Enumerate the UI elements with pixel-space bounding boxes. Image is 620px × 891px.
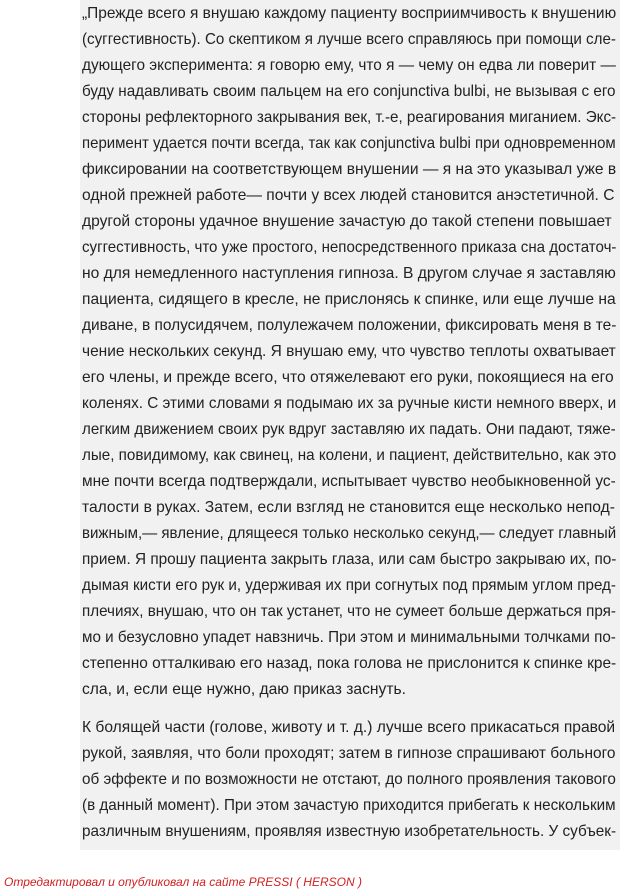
text-line: вижным,— явление, длящееся только несколько секунд,— следует главный (82, 525, 617, 542)
text-line: сла, и, если еще нужно, даю приказ заснуть. (82, 681, 406, 698)
text-line: но для немедленного наступления гипноза. В другом случае я заставляю (82, 265, 616, 282)
text-line: чение нескольких секунд. Я внушаю ему, что чувство теплоты охватывает (82, 343, 616, 360)
text-line: перимент удается почти всегда, так как conjunctiva bulbi при одновременном (82, 135, 616, 152)
text-line: „Прежде всего я внушаю каждому пациенту восприимчивость к внушению (82, 5, 617, 22)
text-line: коленях. С этими словами я подымаю их за ручные кисти немного вверх, и (82, 395, 617, 412)
text-line: мо и безусловно упадет навзничь. При этом и минимальными толчками по- (82, 629, 616, 646)
text-line: дымая кисти его рук и, удерживая их при согнутых под прямым углом пред- (82, 577, 616, 594)
text-line: стороны рефлекторного закрывания век, т.-е, реагирования миганием. Экс- (82, 109, 617, 126)
text-line: рукой, заявляя, что боли проходят; затем в гипнозе спрашивают больного (82, 745, 616, 762)
text-line: диване, в полусидячем, полулежачем положении, фиксировать меня в те- (82, 317, 617, 334)
footer-credit: Отредактировал и опубликовал на сайте PRESSI ( HERSON ) (4, 875, 362, 889)
text-line: одной прежней работе— почти у всех людей становится анэстетичной. С (82, 187, 615, 204)
text-line: степенно отталкиваю его назад, пока голова не прислонится к спинке кре- (82, 655, 617, 672)
text-line: К болящей части (голове, животу и т. д.) лучше всего прикасаться правой (82, 719, 616, 736)
text-line: мне почти всегда подтверждали, испытывает чувство необыкновенной ус- (82, 473, 616, 490)
text-line: легким движением своих рук вдруг заставляю их падать. Они падают, тяже- (82, 421, 616, 438)
text-line: лые, повидимому, как свинец, на колени, и пациент, действительно, как это (82, 447, 617, 464)
text-line: (суггестивность). Со скептиком я лучше всего справляюсь при помощи сле- (82, 31, 616, 48)
text-line: другой стороны удачное внушение зачастую до такой степени повышает (82, 213, 612, 230)
text-line: талости в руках. Затем, если взгляд не становится еще несколько непод- (82, 499, 615, 516)
text-line: суггестивность, что уже простого, непосредственного приказа сна достаточ- (82, 239, 617, 256)
text-line: прием. Я прошу пациента закрыть глаза, или сам быстро закрываю их, по- (82, 551, 617, 568)
text-line: дующего эксперимента: я говорю ему, что я — чему он едва ли поверит — (82, 57, 616, 74)
text-line: фиксировании на соответствующем внушении — я на это указывал уже в (82, 161, 617, 178)
text-line: плечиях, внушаю, что он так устанет, что не сумеет больше держаться пря- (82, 603, 616, 620)
text-line: пациента, сидящего в кресле, не прислонясь к спинке, или еще лучше на (82, 291, 616, 308)
text-line: буду надавливать своим пальцем на его conjunctiva bulbi, не вызывая с его (82, 83, 616, 100)
text-line: (в данный момент). При этом зачастую приходится прибегать к нескольким (82, 797, 616, 814)
text-line: различным внушениям, проявляя известную изобретательность. У субъек- (82, 823, 617, 840)
text-line: об эффекте и по возможности не отстают, до полного проявления такового (82, 771, 616, 788)
text-line: его члены, и прежде всего, что отяжелевают его руки, покоящиеся на его (82, 369, 614, 386)
